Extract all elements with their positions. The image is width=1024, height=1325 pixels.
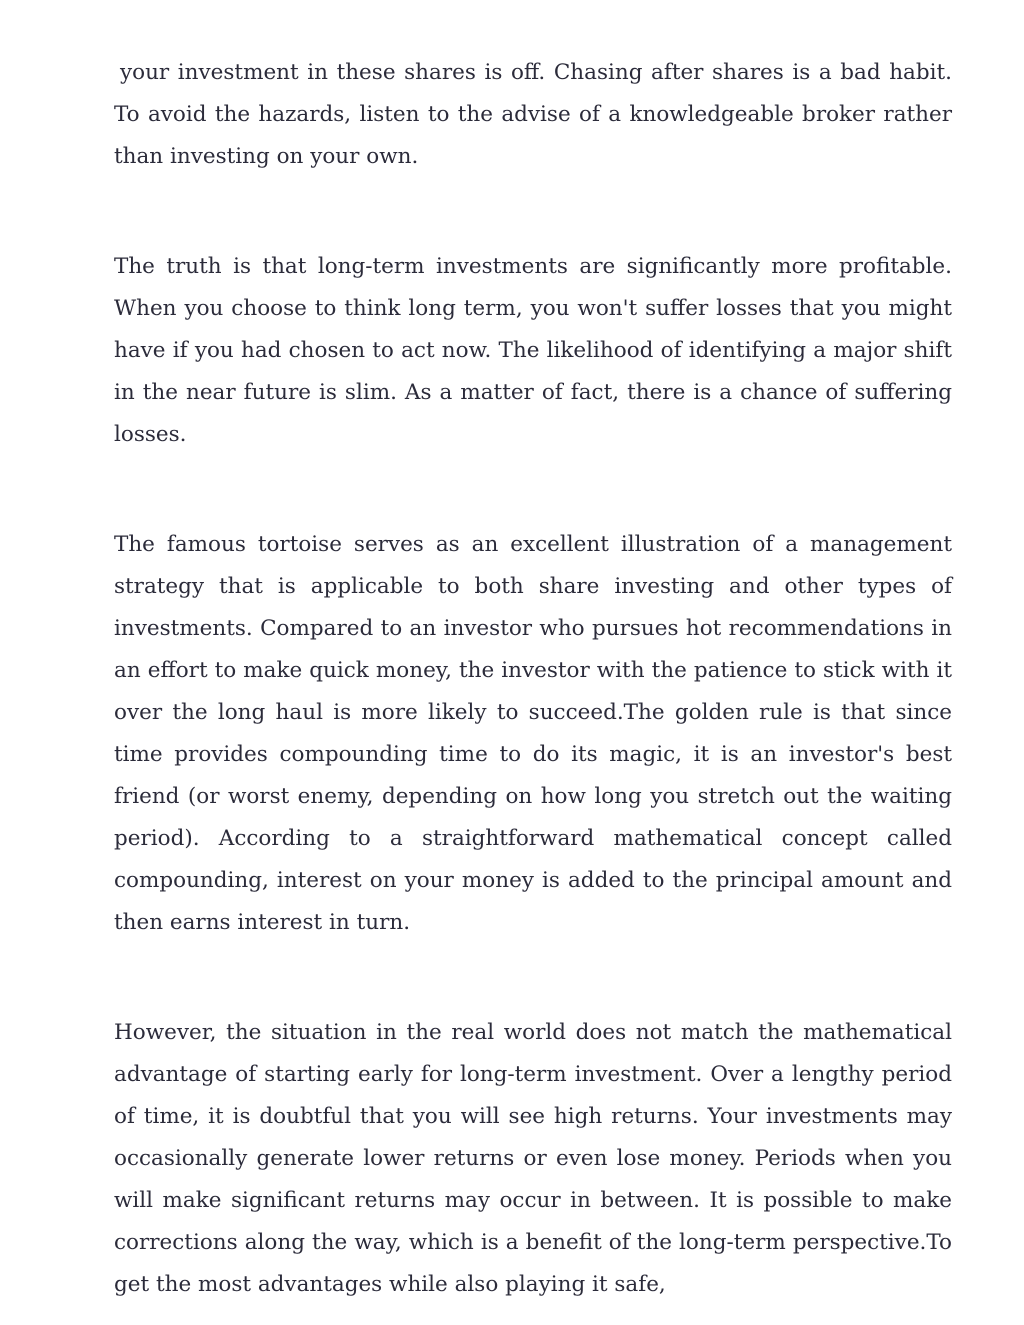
paragraph-real-world: However, the situation in the real world does not match the mathematical advantage of starting early for long-term investment. Over a lengthy period of time, it is doubtful that you will see high returns. Your investments may occasionally generate lower returns or even lose money. Periods when you will make significant returns may occur in between. It is possible to make corrections along the way, which is a benefit of the long-term perspective.To get the most advantages while also playing it safe, [114,1020,952,1297]
document-page [114,52,952,1306]
paragraph-continued: your investment in these shares is off. Chasing after shares is a bad habit. To avoid the hazards, listen to the advise of a knowledgeable broker rather than investing on your own. [114,60,952,169]
paragraph-long-term-profit: The truth is that long-term investments are significantly more profitable. When you choose to think long term, you won't suffer losses that you might have if you had chosen to act now. The likelihood of identifying a major shift in the near future is slim. As a matter of fact, there is a chance of suffering losses. [114,254,952,447]
paragraph-tortoise-compounding: The famous tortoise serves as an excellent illustration of a management strategy that is applicable to both share investing and other types of investments. Compared to an investor who pursues hot recommendations in an effort to make quick money, the investor with the patience to stick with it over the long haul is more likely to succeed.The golden rule is that since time provides compounding time to do its magic, it is an investor's best friend (or worst enemy, depending on how long you stretch out the waiting period). According to a straightforward mathematical concept called compounding, interest on your money is added to the principal amount and then earns interest in turn. [114,532,952,935]
